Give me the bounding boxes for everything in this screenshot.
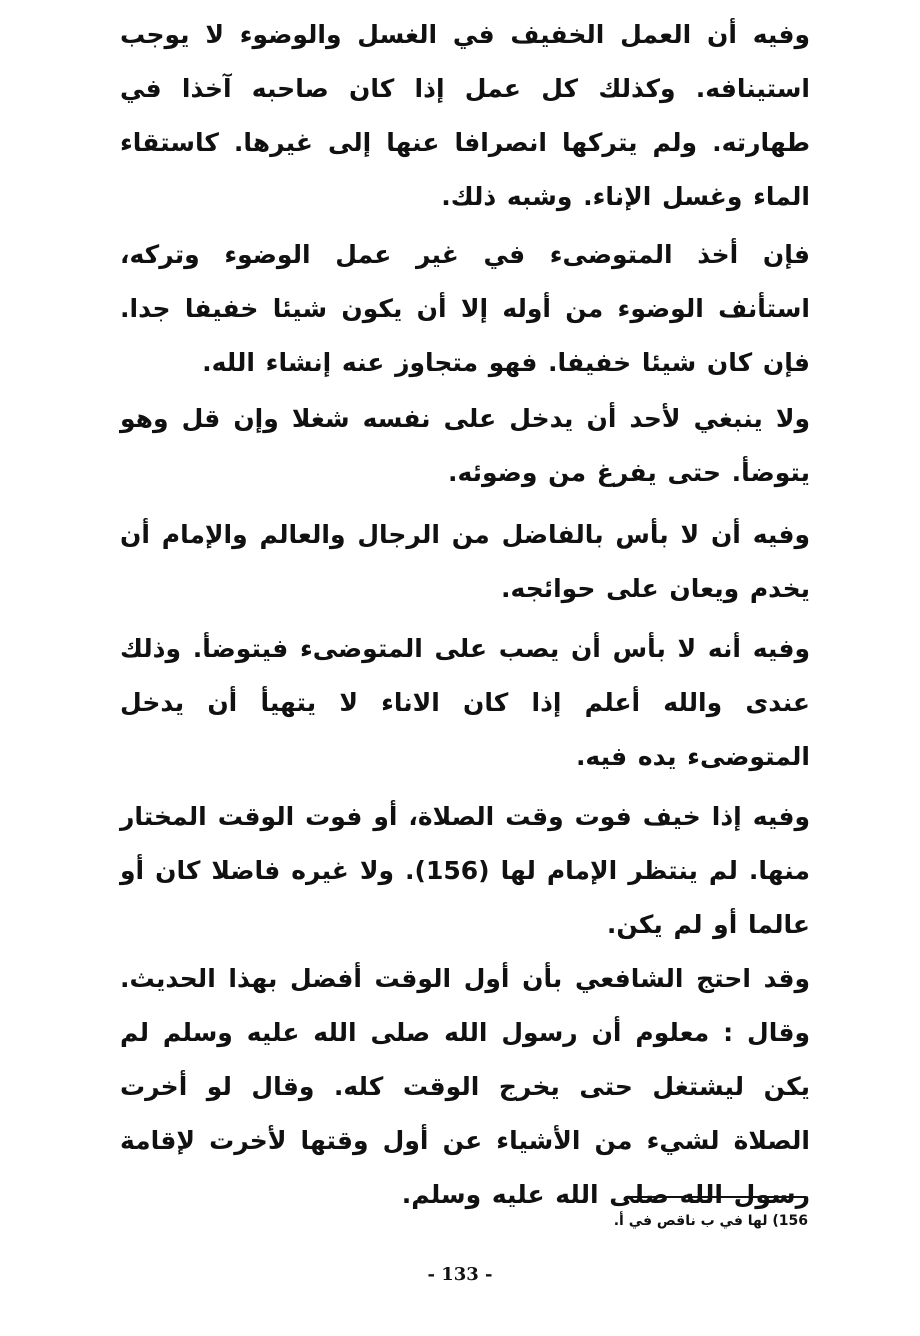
paragraph-4: وفيه أن لا بأس بالفاضل من الرجال والعالم والإمام أن يخدم ويعان على حوائجه. (120, 520, 810, 603)
paragraph-1: وفيه أن العمل الخفيف في الغسل والوضوء لا يوجب استينافه. وكذلك كل عمل إذا كان صاحبه آخذا في طهارته. ولم يتركها انصرافا عنها إلى غيرها. كاستقاء الماء وغسل الإناء. وشبه ذلك. (120, 20, 810, 211)
page-number: - 133 - (427, 1264, 493, 1285)
footnote: 156) لها في ب ناقص في أ. (613, 1213, 808, 1229)
paragraph-6: وفيه إذا خيف فوت وقت الصلاة، أو فوت الوقت المختار منها. لم ينتظر الإمام لها (156). ولا غيره فاضلا كان أو عالما أو لم يكن. (120, 802, 810, 939)
paragraph-5: وفيه أنه لا بأس أن يصب على المتوضىء فيتوضأ. وذلك عندى والله أعلم إذا كان الاناء لا يتهيأ أن يدخل المتوضىء يده فيه. (120, 634, 810, 771)
paragraph-7: وقد احتج الشافعي بأن أول الوقت أفضل بهذا الحديث. وقال : معلوم أن رسول الله صلى الله عليه وسلم لم يكن ليشتغل حتى يخرج الوقت كله. وقال لو أخرت الصلاة لشيء من الأشياء عن أول وقتها لأخرت لإقامة رسول الله صلى الله عليه وسلم. (120, 964, 810, 1209)
footnote-divider (626, 1196, 806, 1198)
paragraph-3: ولا ينبغي لأحد أن يدخل على نفسه شغلا وإن قل وهو يتوضأ. حتى يفرغ من وضوئه. (120, 404, 810, 487)
paragraph-2: فإن أخذ المتوضىء في غير عمل الوضوء وتركه، استأنف الوضوء من أوله إلا أن يكون شيئا خفيفا جدا. فإن كان شيئا خفيفا. فهو متجاوز عنه إنشاء الله. (120, 240, 810, 377)
